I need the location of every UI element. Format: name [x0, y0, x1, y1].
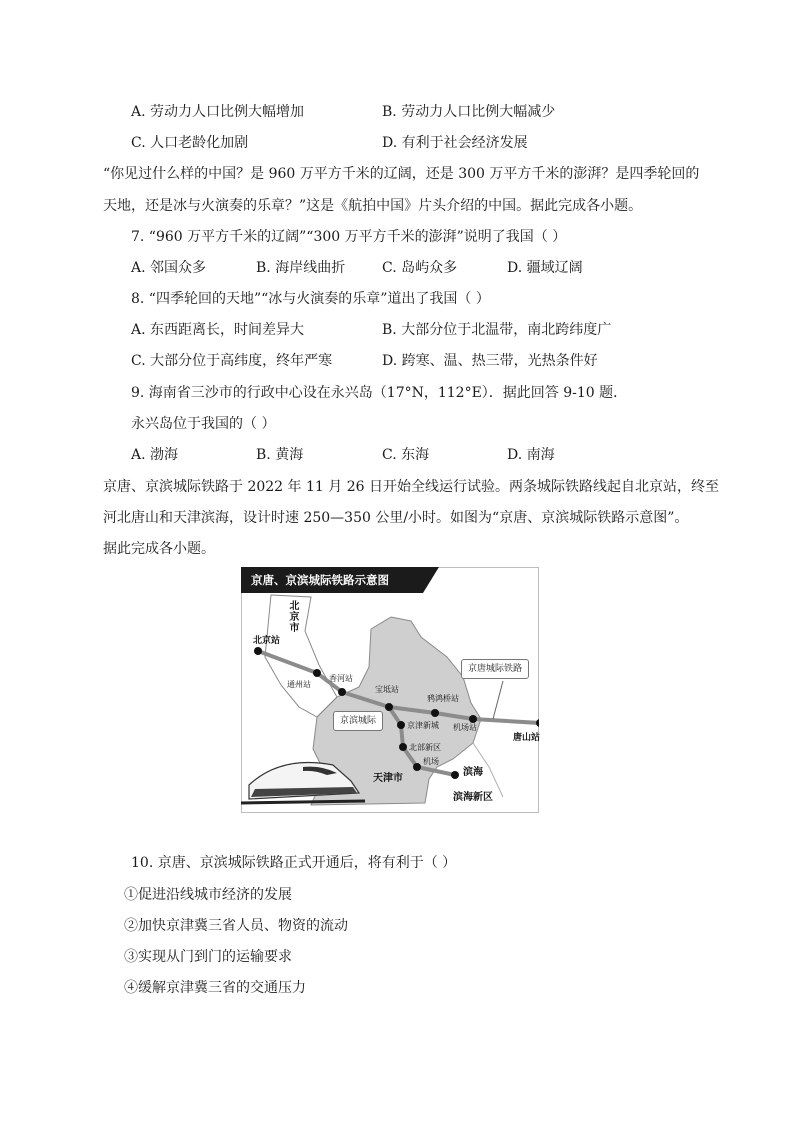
label-tangshan-station: 唐山站 — [513, 733, 541, 743]
railway-map-figure — [241, 567, 539, 813]
q7-option-d: D. 疆域辽阔 — [507, 260, 583, 276]
label-beijing-station: 北京站 — [253, 636, 281, 646]
label-airport-bin: 机场 — [423, 757, 439, 766]
q9-option-b: B. 黄海 — [256, 447, 304, 463]
label-beibu-new-area: 北部新区 — [409, 743, 441, 752]
label-beijing-city: 北京市 — [289, 601, 300, 634]
station-beijing-dot — [254, 647, 262, 655]
label-binhai-station: 滨海 — [463, 767, 483, 778]
q7-option-a: A. 邻国众多 — [131, 260, 207, 276]
station-jingjin-new-city-dot — [397, 721, 405, 729]
q6-option-a: A. 劳动力人口比例大幅增加 — [131, 104, 305, 120]
station-baodi-dot — [385, 703, 393, 711]
passage-china-line-2: 天地，还是冰与火演奏的乐章？”这是《航拍中国》片头介绍的中国。据此完成各小题。 — [103, 198, 643, 214]
q7-stem: 7. “960 万平方千米的辽阔”“300 万平方千米的澎湃”说明了我国（ ） — [131, 229, 567, 245]
label-jingbin-line-box: 京滨城际 — [333, 711, 383, 731]
q8-stem: 8. “四季轮回的天地”“冰与火演奏的乐章”道出了我国（ ） — [131, 291, 490, 307]
station-airport-tang-dot — [469, 715, 477, 723]
station-tongzhou-dot — [313, 669, 321, 677]
q10-statement-3: ③实现从门到门的运输要求 — [124, 949, 292, 965]
station-binhai-dot — [451, 771, 459, 779]
label-yahongqiao-station: 鸦鸿桥站 — [427, 694, 459, 703]
passage-rail-line-2: 河北唐山和天津滨海，设计时速 250—350 公里/小时。如图为“京唐、京滨城际铁路示意图”。 — [103, 510, 689, 526]
q8-option-b: B. 大部分位于北温带，南北跨纬度广 — [382, 322, 612, 338]
label-xianghe-station: 香河站 — [329, 674, 353, 683]
q10-stem: 10. 京唐、京滨城际铁路正式开通后，将有利于（ ） — [131, 855, 457, 871]
label-jingtang-line-box: 京唐城际铁路 — [461, 659, 529, 679]
passage-china-line-1: “你见过什么样的中国？是 960 万平方千米的辽阔，还是 300 万平方千米的澎湃？是四季轮回的 — [103, 166, 700, 182]
label-jingjin-new-city: 京津新城 — [407, 721, 439, 730]
label-binhai-new-area: 滨海新区 — [453, 792, 493, 803]
q8-option-c: C. 大部分位于高纬度，终年严寒 — [131, 353, 333, 369]
station-airport-bin-dot — [413, 763, 421, 771]
label-baodi-station: 宝坻站 — [375, 685, 399, 694]
map-title: 京唐、京滨城际铁路示意图 — [251, 573, 389, 587]
q9-option-d: D. 南海 — [507, 447, 555, 463]
passage-rail-line-1: 京唐、京滨城际铁路于 2022 年 11 月 26 日开始全线运行试验。两条城际铁路线起自北京站，终至 — [103, 479, 719, 495]
station-xianghe-dot — [338, 688, 346, 696]
q7-option-c: C. 岛屿众多 — [382, 260, 458, 276]
q9-option-a: A. 渤海 — [131, 447, 179, 463]
label-airport-station-tang: 机场站 — [453, 723, 477, 732]
label-tianjin-city: 天津市 — [373, 773, 403, 784]
q6-option-d: D. 有利于社会经济发展 — [382, 135, 528, 151]
q10-statement-2: ②加快京津冀三省人员、物资的流动 — [124, 918, 348, 934]
q10-statement-4: ④缓解京津冀三省的交通压力 — [124, 980, 306, 996]
q10-statement-1: ①促进沿线城市经济的发展 — [124, 887, 292, 903]
q6-option-b: B. 劳动力人口比例大幅减少 — [382, 104, 556, 120]
q6-option-c: C. 人口老龄化加剧 — [131, 135, 249, 151]
q9-option-c: C. 东海 — [382, 447, 430, 463]
q7-option-b: B. 海岸线曲折 — [256, 260, 346, 276]
q9-stem-2: 永兴岛位于我国的（ ） — [131, 416, 276, 432]
label-tongzhou-station: 通州站 — [287, 680, 311, 689]
station-beibu-dot — [399, 743, 407, 751]
station-yahongqiao-dot — [431, 709, 439, 717]
train-track — [241, 801, 365, 803]
q9-stem: 9. 海南省三沙市的行政中心设在永兴岛（17°N，112°E）．据此回答 9-10 题． — [131, 385, 628, 401]
passage-rail-line-3: 据此完成各小题。 — [103, 541, 215, 557]
q8-option-a: A. 东西距离长，时间差异大 — [131, 322, 305, 338]
q8-option-d: D. 跨寒、温、热三带，光热条件好 — [382, 353, 598, 369]
